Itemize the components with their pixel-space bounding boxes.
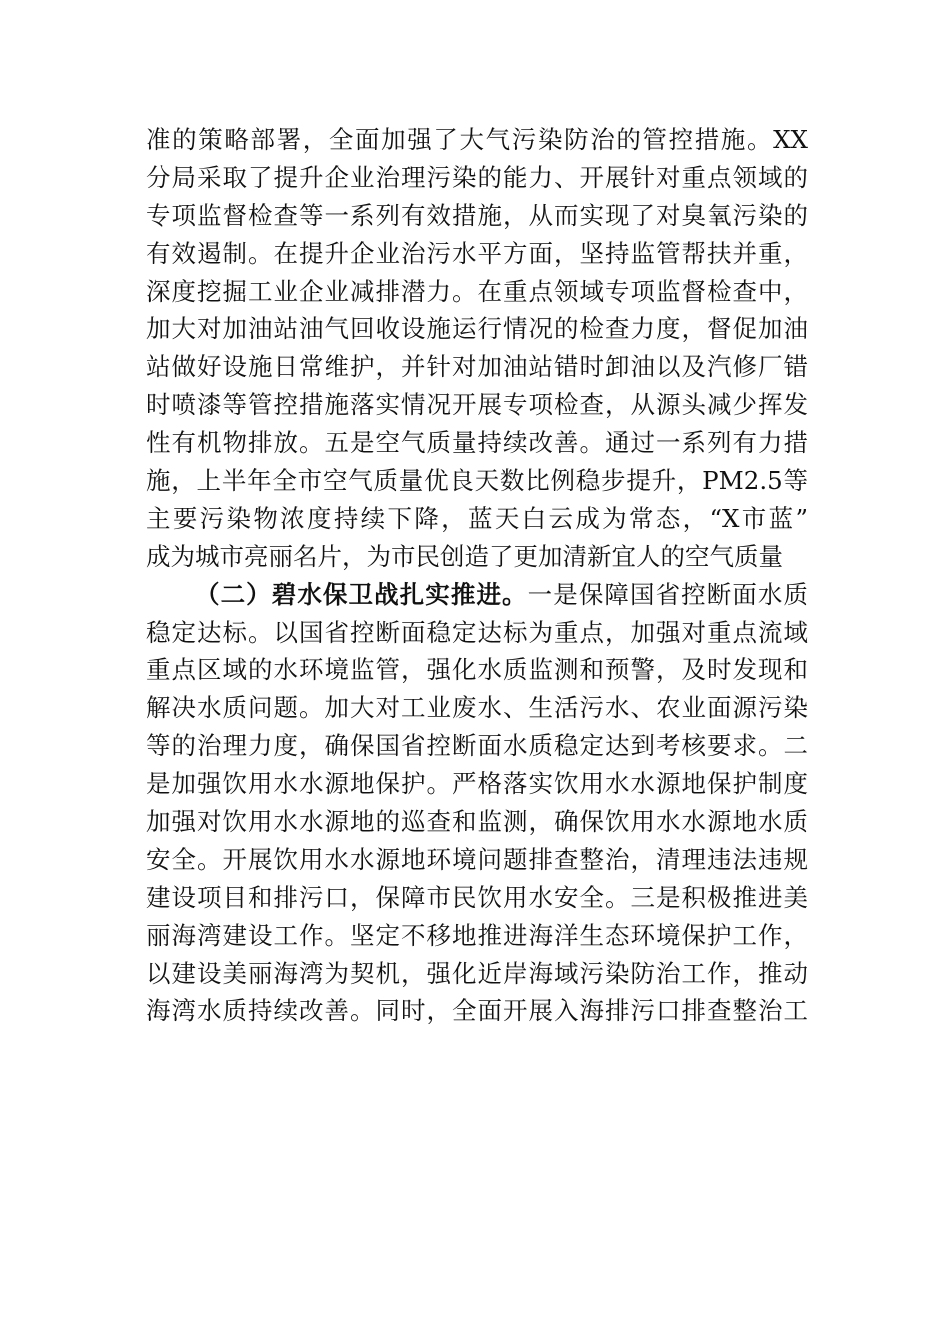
document-body: [146, 121, 808, 1030]
text-line: 专项监督检查等一系列有效措施，从而实现了对臭氧污染的: [146, 200, 808, 230]
section-heading-rest: 一是保障国省控断面水质: [527, 579, 808, 609]
text-line: 分局采取了提升企业治理污染的能力、开展针对重点领域的: [146, 162, 808, 192]
text-line: 等的治理力度，确保国省控断面水质稳定达到考核要求。二: [146, 731, 808, 761]
section-heading: （二）碧水保卫战扎实推进。: [195, 579, 528, 609]
text-line: 加大对加油站油气回收设施运行情况的检查力度，督促加油: [146, 314, 808, 344]
text-line: 重点区域的水环境监管，强化水质监测和预警，及时发现和: [146, 655, 808, 685]
text-line: 加强对饮用水水源地的巡查和监测，确保饮用水水源地水质: [146, 807, 808, 837]
text-line: 建设项目和排污口，保障市民饮用水安全。三是积极推进美: [146, 882, 808, 912]
text-line: 安全。开展饮用水水源地环境问题排查整治，清理违法违规: [146, 844, 808, 874]
text-line: 施，上半年全市空气质量优良天数比例稳步提升，PM2.5等: [146, 466, 808, 496]
text-line: 丽海湾建设工作。坚定不移地推进海洋生态环境保护工作，: [146, 920, 808, 950]
text-line: 成为城市亮丽名片，为市民创造了更加清新宜人的空气质量: [146, 541, 783, 571]
text-line: 深度挖掘工业企业减排潜力。在重点领域专项监督检查中，: [146, 276, 808, 306]
text-line: 解决水质问题。加大对工业废水、生活污水、农业面源污染: [146, 693, 808, 723]
section-heading-line: [146, 576, 808, 614]
text-line: 准的策略部署，全面加强了大气污染防治的管控措施。XX: [146, 125, 808, 154]
text-line: 性有机物排放。五是空气质量持续改善。通过一系列有力措: [146, 428, 808, 458]
text-line: 时喷漆等管控措施落实情况开展专项检查，从源头减少挥发: [146, 390, 808, 420]
text-line: 站做好设施日常维护，并针对加油站错时卸油以及汽修厂错: [146, 352, 808, 382]
text-line: 主要污染物浓度持续下降，蓝天白云成为常态，“X市蓝”: [146, 503, 808, 533]
text-line: 是加强饮用水水源地保护。严格落实饮用水水源地保护制度: [146, 769, 808, 799]
text-line: 有效遏制。在提升企业治污水平方面，坚持监管帮扶并重，: [146, 238, 808, 268]
text-line: 海湾水质持续改善。同时，全面开展入海排污口排查整治工: [146, 996, 808, 1026]
text-line: 稳定达标。以国省控断面稳定达标为重点，加强对重点流域: [146, 617, 808, 647]
text-line: 以建设美丽海湾为契机，强化近岸海域污染防治工作，推动: [146, 958, 808, 988]
